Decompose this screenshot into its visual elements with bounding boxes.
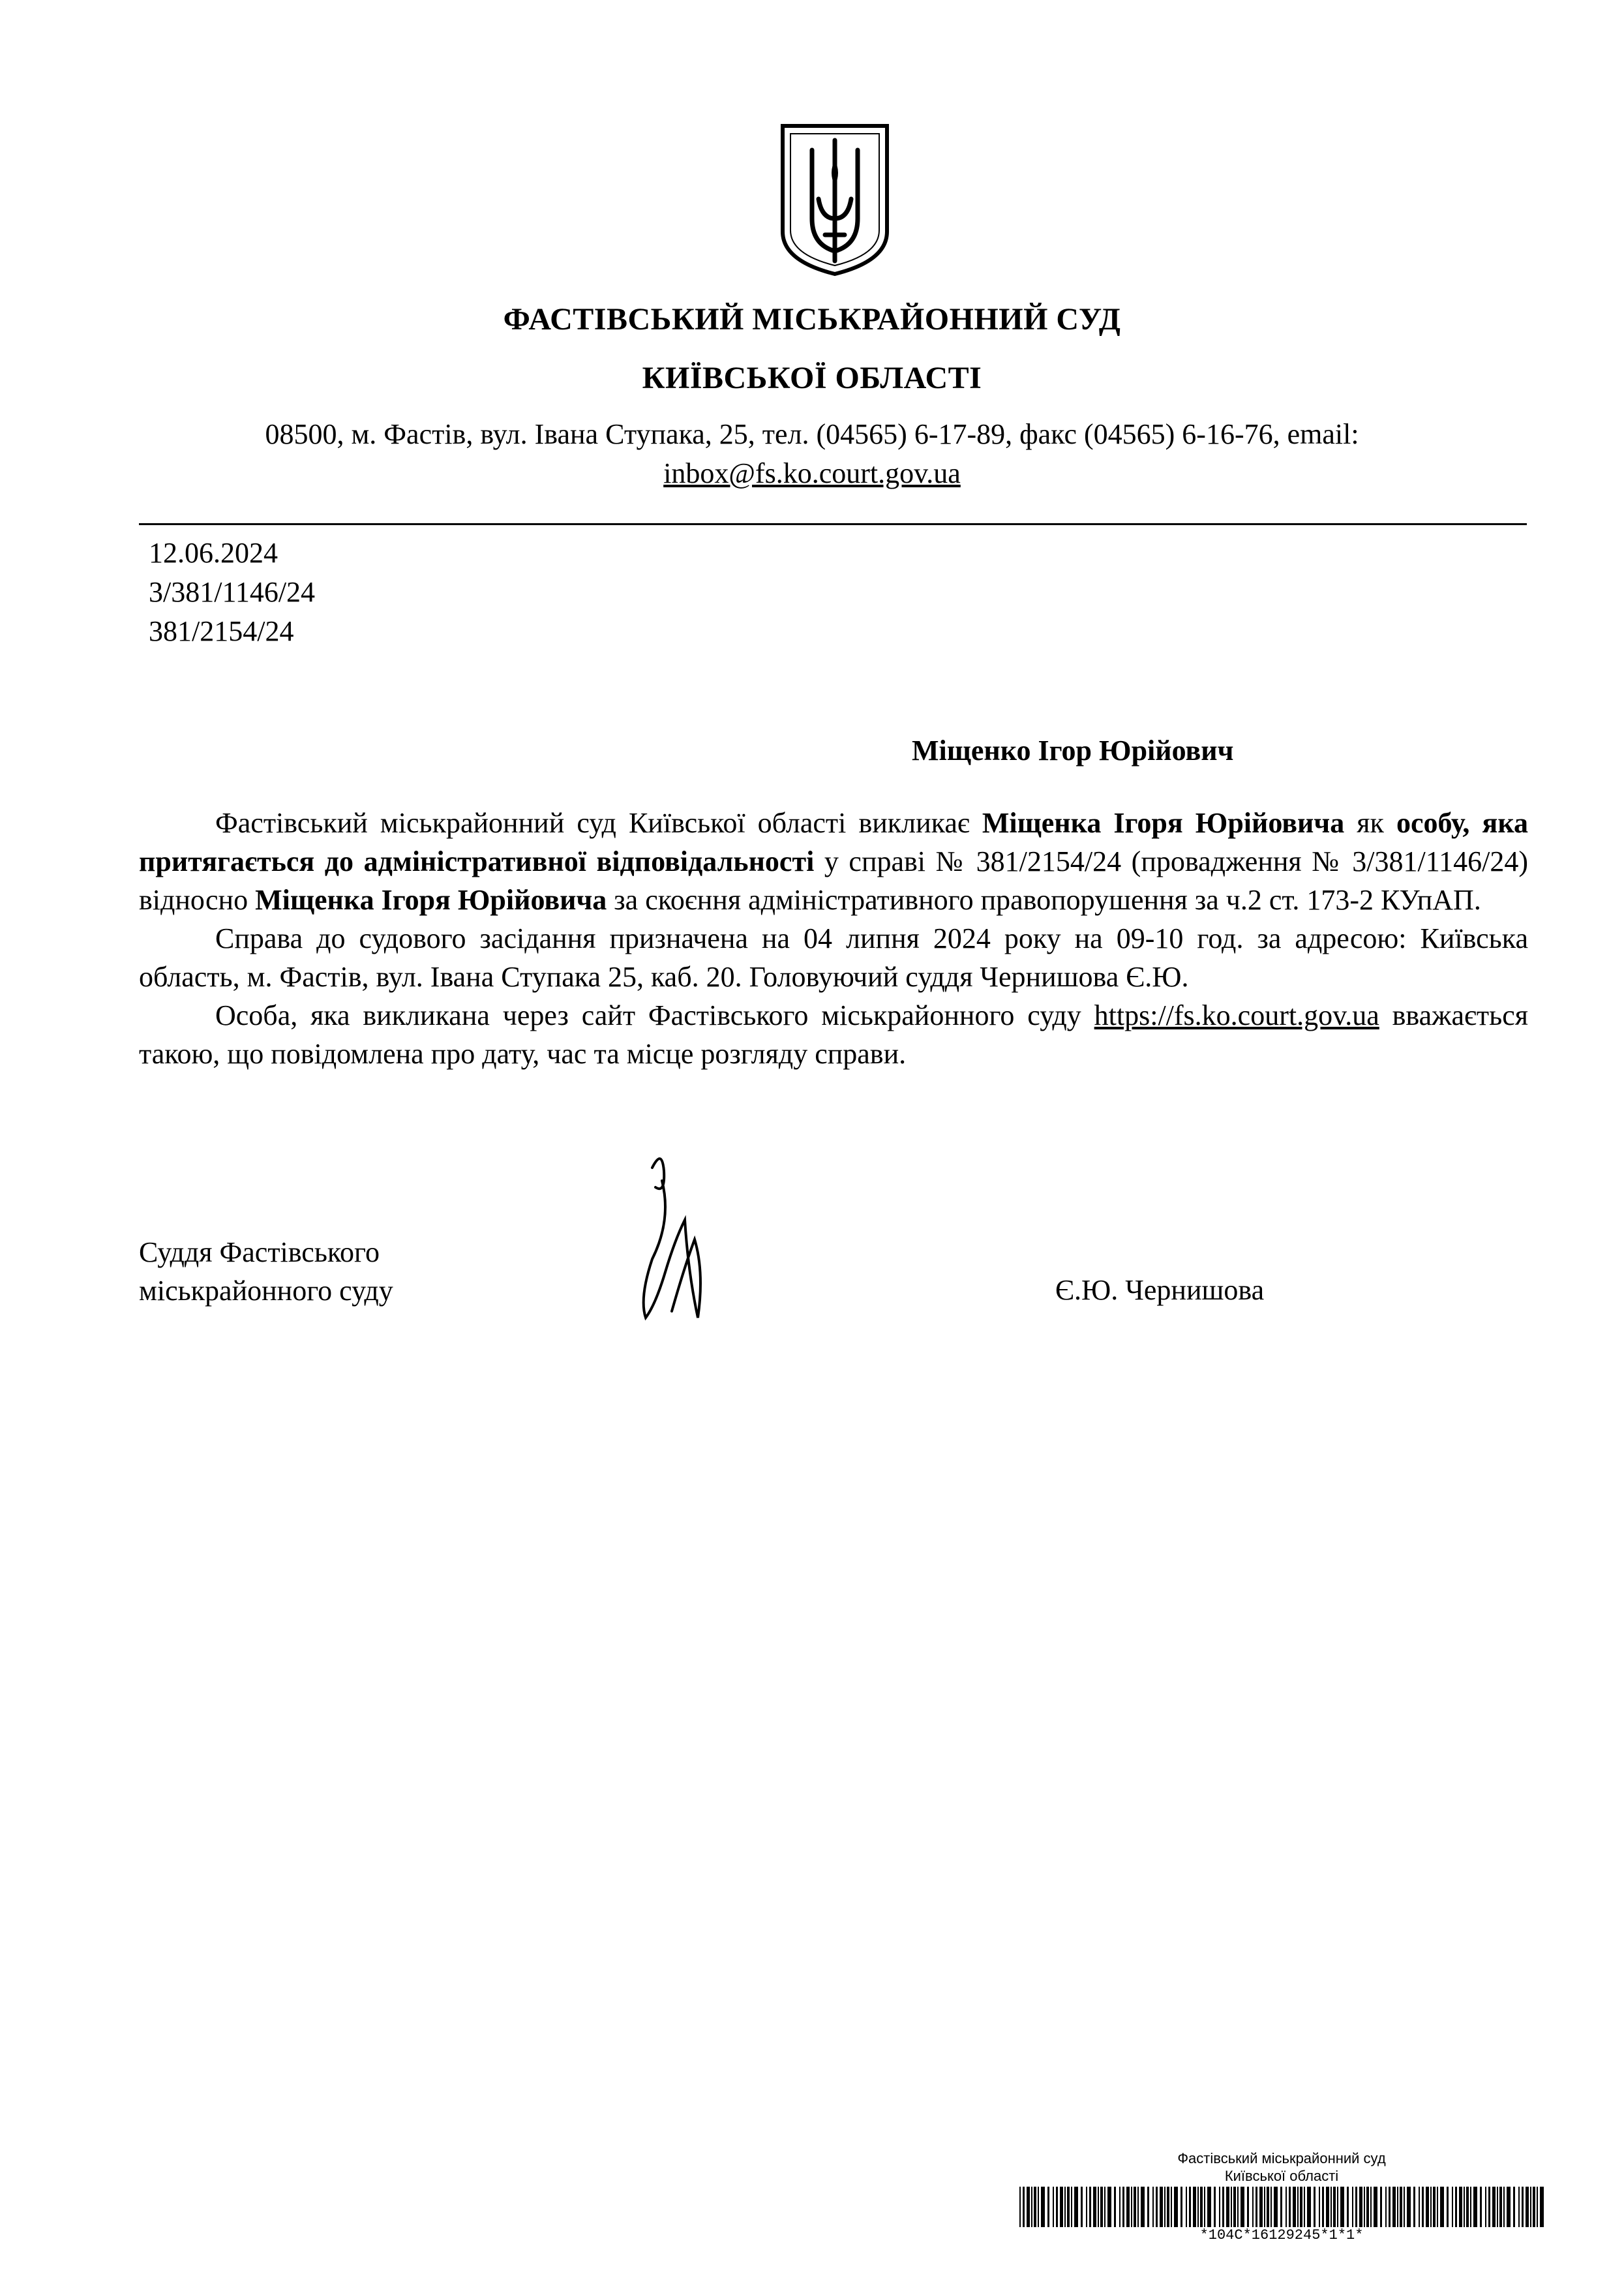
barcode-bar — [1171, 2187, 1172, 2227]
barcode-bar — [1189, 2187, 1191, 2227]
barcode-bar — [1380, 2187, 1382, 2227]
proceeding-number: 3/381/1146/24 — [149, 576, 316, 608]
barcode-bar — [1093, 2187, 1096, 2227]
barcode-bar — [1503, 2187, 1505, 2227]
barcode-bar — [1114, 2187, 1116, 2227]
barcode-bar — [1027, 2187, 1030, 2227]
barcode-bar — [1067, 2187, 1070, 2227]
barcode-bar — [1104, 2187, 1105, 2227]
barcode-bar — [1237, 2187, 1239, 2227]
barcode-bar — [1064, 2187, 1066, 2227]
handwritten-signature — [626, 1142, 724, 1331]
barcode-bar — [1355, 2187, 1357, 2227]
barcode-bar — [1241, 2187, 1244, 2227]
court-email-link[interactable]: inbox@fs.ko.court.gov.ua — [663, 457, 961, 489]
barcode-bar — [1119, 2187, 1120, 2227]
judge-title: Суддя Фастівського міськрайонного суду — [139, 1236, 393, 1307]
court-address: 08500, м. Фастів, вул. Івана Ступака, 25, тел. (04565) 6-17-89, факс (04565) 6-16-76, email: — [265, 418, 1359, 450]
barcode-bar — [1131, 2187, 1132, 2227]
barcode-bar — [1440, 2187, 1444, 2227]
barcode-bar — [1231, 2187, 1232, 2227]
barcode-bar — [1392, 2187, 1396, 2227]
barcode-bar — [1322, 2187, 1324, 2227]
barcode-bar — [1267, 2187, 1269, 2227]
barcode-bar — [1222, 2187, 1224, 2227]
barcode-bar — [1459, 2187, 1462, 2227]
barcode-bar — [1307, 2187, 1311, 2227]
barcode-bar — [1174, 2187, 1178, 2227]
recipient-name: Міщенко Ігор Юрійович — [912, 735, 1234, 767]
barcode-bar — [1488, 2187, 1490, 2227]
barcode-bar — [1147, 2187, 1149, 2227]
barcode-bar — [1430, 2187, 1432, 2227]
barcode-bar — [1331, 2187, 1332, 2227]
barcode-bar — [1271, 2187, 1272, 2227]
barcode-bar — [1389, 2187, 1391, 2227]
barcode-bar — [1156, 2187, 1158, 2227]
summons-paragraph-2: Справа до судового засідання призначена на 04 липня 2024 року на 09-10 год. за адресою: Київська область, м. Фастів, вул. Івана Ступака 25, каб. 20. Головуючий суддя Чернишова Є.Ю. — [139, 922, 1528, 993]
barcode-bar — [1400, 2187, 1402, 2227]
barcode-bar — [1289, 2187, 1291, 2227]
barcode-bar — [1286, 2187, 1287, 2227]
barcode-bar — [1407, 2187, 1411, 2227]
barcode-bar — [1452, 2187, 1453, 2227]
barcode-bar — [1031, 2187, 1032, 2227]
barcode-bar — [1385, 2187, 1387, 2227]
barcode-number: *104С*16129245*1*1* — [1199, 2227, 1364, 2243]
barcode-bar — [1056, 2187, 1058, 2227]
barcode-bar — [1485, 2187, 1486, 2227]
barcode-bar — [1137, 2187, 1139, 2227]
barcode-bar — [1264, 2187, 1265, 2227]
barcode-bar — [1366, 2187, 1369, 2227]
barcode-bar — [1089, 2187, 1091, 2227]
summons-paragraph-1: Фастівський міськрайонний суд Київської області викликає Міщенка Ігоря Юрійовича як особу, яка притягається до адміністративної відповідальності у справі № 381/2154/24 (провадження № 3/381/1146/24) відносно Міщенка Ігоря Юрійовича за скоєння адміністративного правопорушення за ч.2 ст. 173-2 КУпАП. — [139, 807, 1529, 916]
barcode-bar — [1337, 2187, 1338, 2227]
barcode-bar — [1513, 2187, 1515, 2227]
barcode-bar — [1359, 2187, 1362, 2227]
barcode-bar — [1164, 2187, 1165, 2227]
court-website-link[interactable]: https://fs.ko.court.gov.ua — [1094, 999, 1379, 1031]
barcode-bar — [1533, 2187, 1535, 2227]
barcode-bar — [1280, 2187, 1282, 2227]
barcode-bar — [1252, 2187, 1254, 2227]
barcode-bar — [1034, 2187, 1036, 2227]
barcode-bar — [1340, 2187, 1344, 2227]
judge-name: Є.Ю. Чернишова — [1055, 1274, 1265, 1306]
barcode-bar — [1219, 2187, 1220, 2227]
barcode-bar — [1518, 2187, 1520, 2227]
barcode-bar — [1167, 2187, 1169, 2227]
barcode-bar — [1413, 2187, 1415, 2227]
barcode-bar — [1497, 2187, 1498, 2227]
barcode-bar — [1023, 2187, 1025, 2227]
barcode-bar — [1540, 2187, 1544, 2227]
barcode-bar — [1204, 2187, 1205, 2227]
barcode-bar — [1447, 2187, 1449, 2227]
barcode-bar — [1126, 2187, 1130, 2227]
barcode-bar — [1300, 2187, 1302, 2227]
barcode-bar — [1347, 2187, 1349, 2227]
summons-paragraph-3: Особа, яка викликана через сайт Фастівського міськрайонного суду https://fs.ko.court.gov.ua вважається такою, що повідомлена про дату, час та місце розгляду справи. — [139, 999, 1528, 1070]
barcode-bar — [1107, 2187, 1111, 2227]
barcode-bar — [1480, 2187, 1482, 2227]
barcode-bar — [1319, 2187, 1320, 2227]
summons-body — [139, 804, 1528, 1073]
barcode-bar — [1256, 2187, 1257, 2227]
barcode-bar — [1207, 2187, 1211, 2227]
barcode-bar — [1426, 2187, 1429, 2227]
coat-of-arms-icon — [776, 121, 894, 277]
barcode-bar — [1019, 2187, 1021, 2227]
document-date: 12.06.2024 — [149, 537, 278, 569]
court-name-line1: ФАСТІВСЬКИЙ МІСЬКРАЙОННИЙ СУД — [503, 302, 1121, 337]
barcode-bar — [1499, 2187, 1502, 2227]
barcode-bar — [1081, 2187, 1083, 2227]
barcode-bar — [1160, 2187, 1163, 2227]
barcode-bar — [1041, 2187, 1045, 2227]
barcode-bar — [1098, 2187, 1099, 2227]
barcode-bar — [1455, 2187, 1457, 2227]
barcode-bar — [1326, 2187, 1329, 2227]
barcode-bar — [1537, 2187, 1538, 2227]
barcode-bar — [1374, 2187, 1377, 2227]
barcode-bar — [1233, 2187, 1236, 2227]
barcode-bar — [1047, 2187, 1049, 2227]
barcode-bar — [1304, 2187, 1305, 2227]
barcode-bar — [1180, 2187, 1182, 2227]
barcode-bar — [1152, 2187, 1154, 2227]
barcode-bar — [1333, 2187, 1336, 2227]
barcode-bar — [1293, 2187, 1296, 2227]
barcode-bar — [1404, 2187, 1405, 2227]
barcode-bar — [1086, 2187, 1087, 2227]
barcode-bar — [1141, 2187, 1145, 2227]
barcode-bar — [1297, 2187, 1299, 2227]
barcode-bar — [1473, 2187, 1477, 2227]
barcode-bar — [1470, 2187, 1471, 2227]
barcode-bar — [1419, 2187, 1420, 2227]
barcode-bar — [1274, 2187, 1278, 2227]
barcode-bar — [1466, 2187, 1469, 2227]
barcode — [1019, 2187, 1548, 2227]
header-divider — [139, 523, 1527, 525]
barcode-bar — [1530, 2187, 1531, 2227]
barcode-bar — [1314, 2187, 1316, 2227]
barcode-bar — [1060, 2187, 1063, 2227]
case-number: 381/2154/24 — [149, 615, 294, 647]
barcode-bar — [1071, 2187, 1072, 2227]
registration-stamp: Фастівський міськрайонний суд Київської області — [1177, 2150, 1386, 2184]
barcode-bar — [1397, 2187, 1398, 2227]
barcode-bar — [1038, 2187, 1039, 2227]
barcode-bar — [1370, 2187, 1372, 2227]
barcode-bar — [1197, 2187, 1199, 2227]
barcode-bar — [1134, 2187, 1136, 2227]
barcode-bar — [1074, 2187, 1078, 2227]
barcode-bar — [1437, 2187, 1438, 2227]
barcode-bar — [1193, 2187, 1196, 2227]
barcode-bar — [1492, 2187, 1496, 2227]
barcode-bar — [1433, 2187, 1436, 2227]
barcode-bar — [1247, 2187, 1249, 2227]
barcode-bar — [1526, 2187, 1529, 2227]
barcode-bar — [1259, 2187, 1263, 2227]
barcode-bar — [1352, 2187, 1353, 2227]
barcode-bar — [1186, 2187, 1187, 2227]
barcode-bar — [1122, 2187, 1124, 2227]
barcode-bar — [1200, 2187, 1203, 2227]
barcode-bar — [1226, 2187, 1229, 2227]
barcode-bar — [1507, 2187, 1511, 2227]
barcode-bar — [1100, 2187, 1103, 2227]
barcode-bar — [1522, 2187, 1524, 2227]
barcode-bar — [1464, 2187, 1465, 2227]
barcode-bar — [1364, 2187, 1365, 2227]
barcode-bar — [1053, 2187, 1054, 2227]
court-name-line2: КИЇВСЬКОЇ ОБЛАСТІ — [642, 361, 982, 395]
barcode-bar — [1214, 2187, 1216, 2227]
barcode-bar — [1422, 2187, 1424, 2227]
